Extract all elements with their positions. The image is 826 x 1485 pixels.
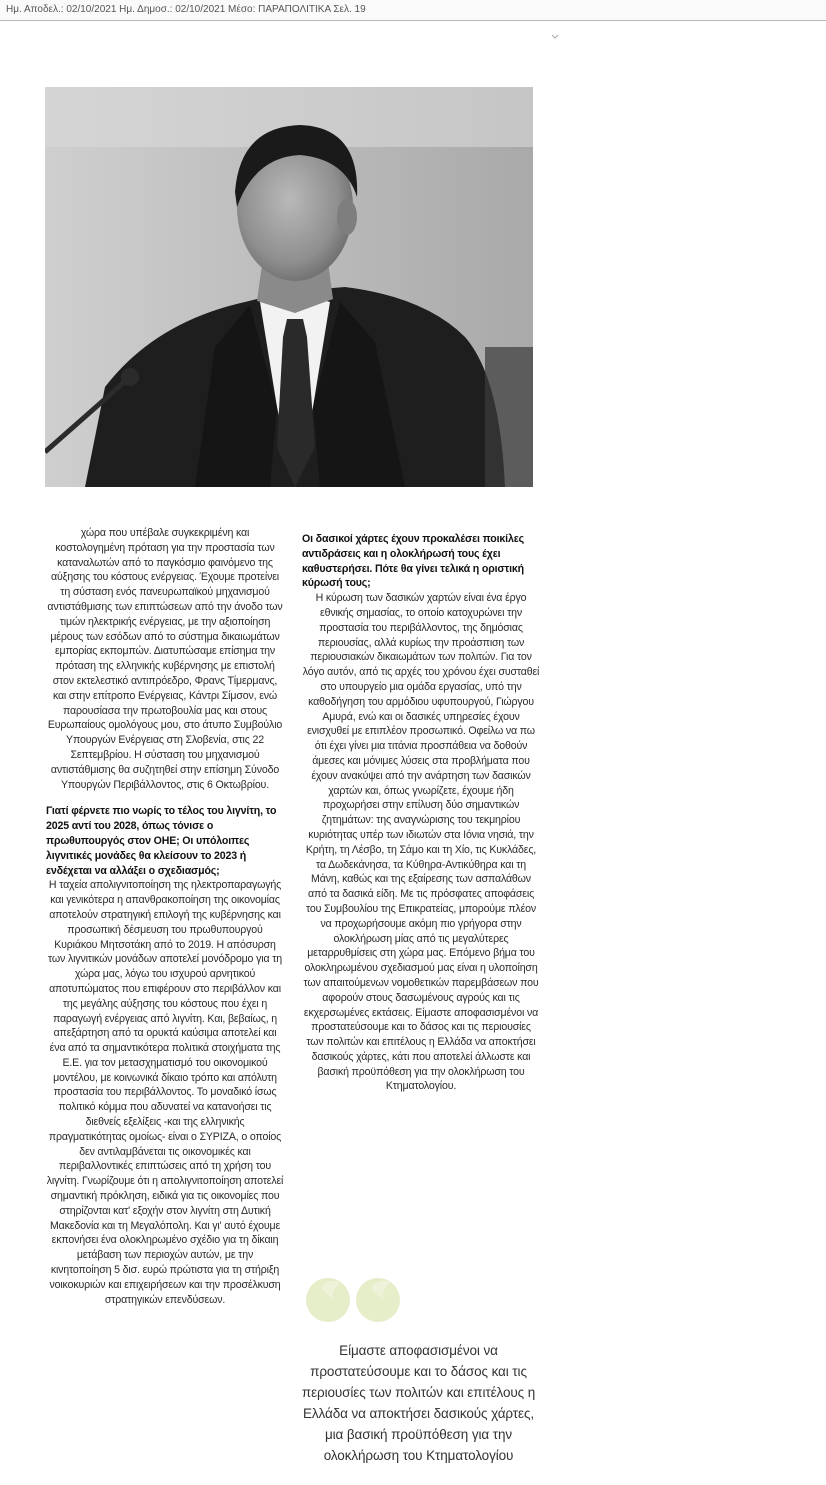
clipping-header	[0, 0, 826, 21]
interview-answer: Η ταχεία απολιγνιτοποίηση της ηλεκτροπαραγωγής και γενικότερα η απανθρακοποίηση της οικονομίας αποτελούν στρατηγική επιλογή της κυβέρνησης και προσωπική δέσμευση του πρωθυπουργού Κυριάκου Μητσοτάκη από το 2019. Η απόσυρση των λιγνιτικών μονάδων αποτελεί μονόδρομο για τη χώρα μας, λόγω του ισχυρού αρνητικού αποτυπώματος που επιφέρουν στο περιβάλλον και της μεγάλης αύξησης του κόστους που έχει η παραγωγή ενέργειας από λιγνίτη. Και, βεβαίως, η απεξάρτηση από τα ορυκτά καύσιμα αποτελεί και ένα από τα σημαντικότερα πολιτικά στοιχήματα της Ε.Ε. για τον μετασχηματισμό του οικονομικού μοντέλου, με κοινωνικά δίκαιο τρόπο και απόλυτη προστασία του περιβάλλοντος. Το μοναδικό ίσως πολιτικό κόμμα που αδυνατεί να κατανοήσει τις διεθνείς εξελίξεις -και της ελληνικής πραγματικότητας ομοίως- είναι ο ΣΥΡΙΖΑ, ο οποίος δεν αντιλαμβάνεται τις οικονομικές και περιβαλλοντικές επιπτώσεις από τη χρήση του λιγνίτη. Γνωρίζουμε ότι η απολιγνιτοποίηση αποτελεί σημαντική πρόκληση, ειδικά για τις οικονομίες που στηρίζονται κατ' εξοχήν στον λιγνίτη στη Δυτική Μακεδονία και τη Μεγαλόπολη. Και γι' αυτό έχουμε εκπονήσει ένα ολοκληρωμένο σχέδιο για τη δίκαιη μετάβαση των περιοχών αυτών, με την κινητοποίηση 5 δισ. ευρώ πρώτιστα για τη στήριξη νοικοκυριών και επιχειρήσεων και την προσέλκυση στρατηγικών επενδύσεων.	[46, 879, 284, 1306]
interview-answer: Η κύρωση των δασικών χαρτών είναι ένα έργο εθνικής σημασίας, το οποίο κατοχυρώνει την προστασία του περιβάλλοντος, της δημόσιας περιουσίας, αλλά κυρίως την προάσπιση των περιουσιακών δικαιωμάτων των πολιτών. Για τον λόγο αυτόν, από τις αρχές του χρόνου έχει συσταθεί στο υπουργείο μια ομάδα εργασίας, υπό την καθοδήγηση του αρμόδιου υφυπουργού, Γιώργου Αμυρά, ενώ και οι δασικές υπηρεσίες έχουν ενισχυθεί με επιπλέον προσωπικό. Οφείλω να πω ότι έχει γίνει μια τιτάνια προσπάθεια να δοθούν άμεσες και μόνιμες λύσεις στα προβλήματα που έχουν ανακύψει από την ανάρτηση των δασικών χαρτών και, όπως γνωρίζετε, έχουμε ήδη προχωρήσει στην επίλυση δύο σημαντικών ζητημάτων: της αναγνώρισης του τεκμηρίου κυριότητας υπέρ των ιδιωτών στα Ιόνια νησιά, την Κρήτη, τη Λέσβο, τη Σάμο και τη Χίο, τις Κυκλάδες, τα Δωδεκάνησα, τα Κύθηρα-Αντικύθηρα και τη Μάνη, καθώς και της εξαίρεσης των ασπαλάθων από τα δασικά είδη. Με τις πρόσφατες αποφάσεις του Συμβουλίου της Επικρατείας, μπορούμε πλέον να προχωρήσουμε ακόμη πιο γρήγορα στην ολοκλήρωση μίας από τις μεγαλύτερες μεταρρυθμίσεις στη χώρα μας. Επόμενο βήμα του ολοκληρωμένου σχεδιασμού μας είναι η υλοποίηση των απαιτούμενων νομοθετικών παρεμβάσεων που αφορούν στους δασωμένους αγρούς και τις εκχερσωμένες εκτάσεις. Είμαστε αποφασισμένοι να προστατεύσουμε και το δάσος και τις περιουσίες των πολιτών και επιτέλους η Ελλάδα να αποκτήσει δασικούς χάρτες, κάτι που αποτελεί άλλωστε και βασική προϋπόθεση για την ολοκλήρωση του Κτηματολογίου.	[302, 592, 540, 1093]
article-column-right	[302, 532, 540, 1094]
chevron-down-icon	[551, 33, 559, 41]
article-column-left	[46, 526, 284, 1307]
portrait-photo	[45, 87, 533, 487]
quote-marks-icon	[303, 1268, 413, 1328]
interview-question: Οι δασικοί χάρτες έχουν προκαλέσει ποικίλες αντιδράσεις και η ολοκλήρωσή τους έχει καθυστερήσει. Πότε θα γίνει τελικά η οριστική κύρωσή τους;	[302, 533, 524, 590]
clipping-meta: Ημ. Αποδελ.: 02/10/2021 Ημ. Δημοσ.: 02/10/2021 Μέσο: ΠΑΡΑΠΟΛΙΤΙΚΑ Σελ. 19	[6, 4, 366, 15]
interview-question: Γιατί φέρνετε πιο νωρίς το τέλος του λιγνίτη, το 2025 αντί του 2028, όπως τόνισε ο πρωθυπουργός στον ΟΗΕ; Οι υπόλοιπες λιγνιτικές μονάδες θα κλείσουν το 2023 ή ενδέχεται να αλλάξει ο σχεδιασμός;	[46, 805, 277, 877]
body-paragraph: χώρα που υπέβαλε συγκεκριμένη και κοστολογημένη πρόταση για την προστασία των καταναλωτών από το παγκόσμιο φαινόμενο της αύξησης του κόστους ενέργειας. Έχουμε προτείνει τη σύσταση ενός πανευρωπαϊκού μηχανισμού αντιστάθμισης των επιπτώσεων από την άνοδο των τιμών ηλεκτρικής ενέργειας, με την αξιοποίηση μέρους των εσόδων από το σύστημα δικαιωμάτων εμπορίας εκπομπών. Διατυπώσαμε επίσημα την πρόταση της ελληνικής κυβέρνησης με επιστολή στον εκτελεστικό αντιπρόεδρο, Φρανς Τίμερμανς, και στην επίτροπο Ενέργειας, Κάντρι Σίμσον, ενώ παρουσίασα την πρωτοβουλία μας και στους Ευρωπαίους ομολόγους μου, στο άτυπο Συμβούλιο Υπουργών Ενέργειας στη Σλοβενία, στις 22 Σεπτεμβρίου. Η σύσταση του μηχανισμού αντιστάθμισης θα συζητηθεί στην επίσημη Σύνοδο Υπουργών Περιβάλλοντος, στις 6 Οκτωβρίου.	[47, 527, 283, 791]
pull-quote: Είμαστε αποφασισμένοι να προστατεύσουμε και το δάσος και τις περιουσίες των πολιτών και επιτέλους η Ελλάδα να αποκτήσει δασικούς χάρτες, μια βασική προϋπόθεση για την ολοκλήρωση του Κτηματολογίου	[301, 1343, 536, 1463]
